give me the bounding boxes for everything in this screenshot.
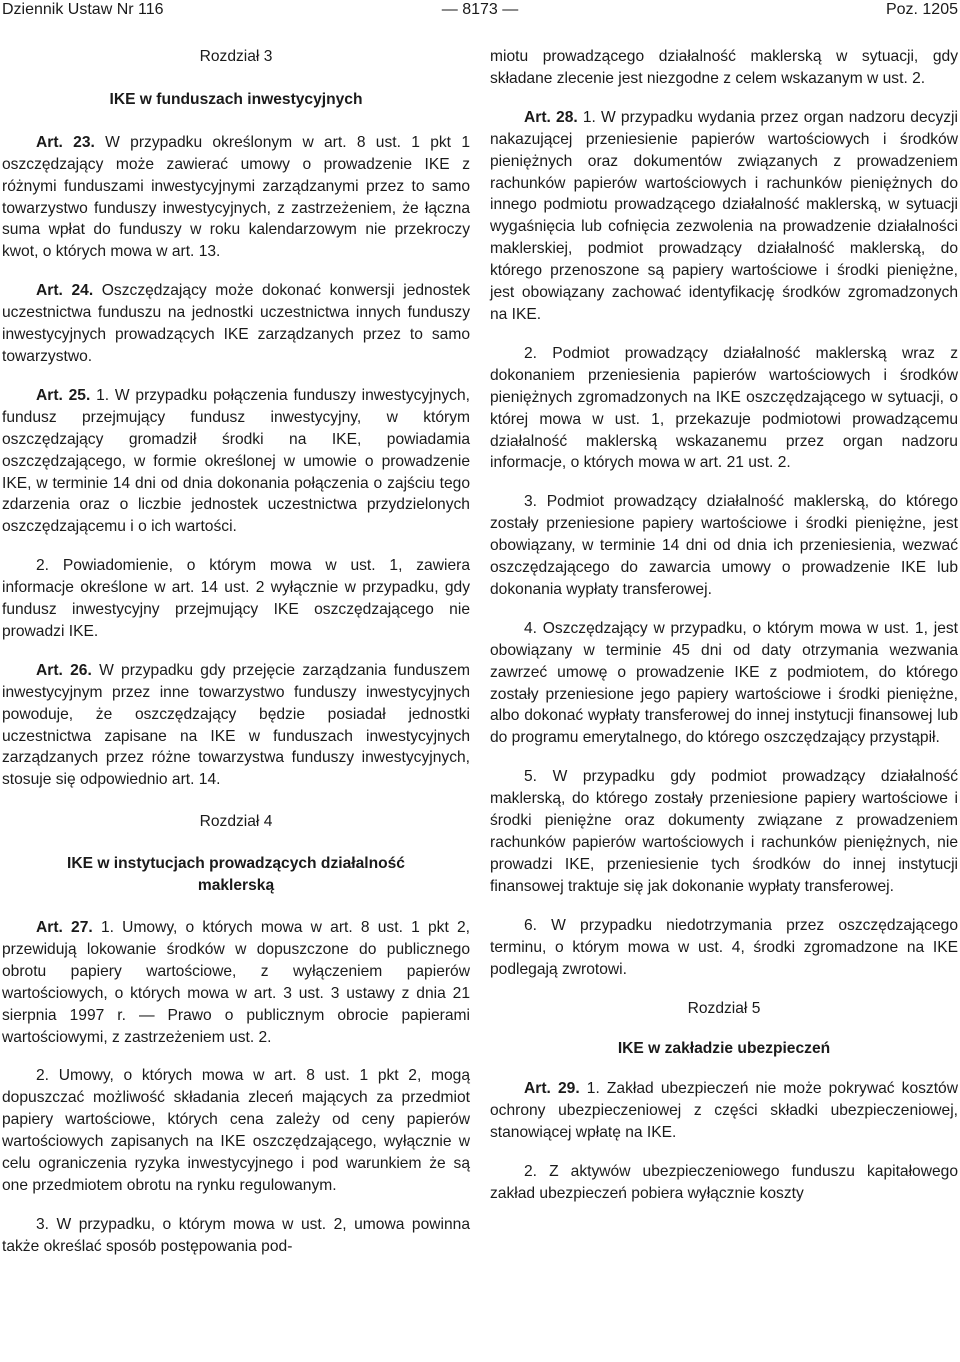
left-column — [2, 46, 470, 1258]
article-23-text: W przypadku określonym w art. 8 ust. 1 pkt 1 oszczędzający może zawierać umowy o prowadzenie IKE z różnymi funduszami inwestycyjnymi zarządzanymi przez to samo towarzystwo funduszy inwestycyjnych, z zastrzeżeniem, że łączna suma wpłat do funduszy w roku kalendarzowym nie przekroczy kwot, o których mowa w art. 13. — [2, 133, 470, 261]
article-26-heading: Art. 26. — [36, 661, 92, 679]
article-29 — [490, 1078, 958, 1144]
article-28-para-6: 6. W przypadku niedotrzymania przez oszczędzającego terminu, o którym mowa w ust. 4, środki zgromadzone na IKE podlegają zwrotowi. — [490, 916, 958, 978]
article-28-para-3: 3. Podmiot prowadzący działalność maklerską, do którego zostały przeniesione papiery wartościowe i środki pieniężne, jest obowiązany, w terminie 14 dni od dnia ich przeniesienia, wezwać oszczędzającego do zawarcia umowy o prowadzenie IKE lub dokonania wypłaty transferowej. — [490, 493, 958, 598]
article-23 — [2, 132, 470, 263]
page-header — [2, 0, 958, 22]
article-24-text: Oszczędzający może dokonać konwersji jednostek uczestnictwa funduszu na jednostki uczestnictwa innych funduszy inwestycyjnych prowadzących IKE zarządzanych przez to samo towarzystwo. — [2, 282, 470, 365]
position-number: Poz. 1205 — [885, 1, 958, 18]
right-column — [490, 46, 958, 1205]
chapter-4-label: Rozdział 4 — [199, 813, 273, 831]
article-28-para-5: 5. W przypadku gdy podmiot prowadzący działalność maklerską, do którego zostały przeniesione papiery wartościowe i środki pieniężne oraz dokumenty związane z prowadzeniem rachunków papierów wartościowych i rachunków pieniężnych, nie prowadzi IKE, przeniesienie tych środków do innej instytucji finansowej traktuje się jak dokonanie wypłaty transferowej. — [490, 768, 958, 895]
article-28-text: 1. W przypadku wydania przez organ nadzoru decyzji nakazującej przeniesienie papierów wartościowych i środków pieniężnych oraz dokumentów związanych z prowadzeniem rachunków papierów wartościowych i rachunków pieniężnych do innego podmiotu prowadzącego działalność maklerską, w sytuacji wygaśnięcia lub cofnięcia zezwolenia na prowadzenie działalności maklerskiej, podmiot prowadzący działalność maklerską, do którego przenoszone są papiery wartościowe i środki pieniężne, jest obowiązany zachować identyfikację środków zgromadzonych na IKE. — [490, 108, 958, 323]
article-28 — [490, 107, 958, 326]
article-24-heading: Art. 24. — [36, 282, 94, 300]
article-27-text: 1. Umowy, o których mowa w art. 8 ust. 1 pkt 2, przewidują lokowanie środków w dopuszczone do publicznego obrotu papiery wartościowe, z wyłączeniem papierów wartościowych, o których mowa w art. 3 ust. 3 ustawy z dnia 21 sierpnia 1997 r. — Prawo o publicznym obrocie papierami wartościowymi, z zastrzeżeniem ust. 2. — [2, 919, 470, 1046]
chapter-3-label: Rozdział 3 — [199, 48, 273, 65]
article-29-text: 1. Zakład ubezpieczeń nie może pokrywać kosztów ochrony ubezpieczeniowej z części składki ubezpieczeniowej, stanowiącej wpłatę na IKE. — [490, 1080, 958, 1142]
article-27-heading: Art. 27. — [36, 919, 93, 936]
chapter-4-title: IKE w instytucjach prowadzących działalność maklerską — [67, 855, 405, 895]
article-28-para-4: 4. Oszczędzający w przypadku, o którym mowa w ust. 1, jest obowiązany w terminie 45 dni od daty otrzymania wezwania zawrzeć umowę o prowadzenie IKE z podmiotem, do którego zostały przeniesione jego papiery wartościowe i środki pieniężne, albo dokonać wypłaty transferowej do innej instytucji finansowej lub do programu emerytalnego, do którego oszczędzający przystąpił. — [490, 619, 958, 747]
article-27 — [2, 917, 470, 1048]
article-26 — [2, 660, 470, 791]
article-26-text: W przypadku gdy przejęcie zarządzania funduszem inwestycyjnym przez inne towarzystwo funduszy inwestycyjnych powoduje, że oszczędzający będzie posiadał jednostki uczestnictwa zapisane na IKE w funduszach inwestycyjnych zarządzanych przez różne towarzystwa funduszy inwestycyjnych, stosuje się odpowiednio art. 14. — [2, 661, 470, 789]
article-24 — [2, 280, 470, 368]
chapter-5-title: IKE w zakładzie ubezpieczeń — [617, 1040, 831, 1058]
article-29-heading: Art. 29. — [524, 1080, 580, 1098]
article-25-heading: Art. 25. — [36, 386, 91, 404]
article-25 — [2, 385, 470, 538]
chapter-5-label: Rozdział 5 — [687, 1000, 761, 1018]
article-25-para-2: 2. Powiadomienie, o którym mowa w ust. 1, zawiera informacje określone w art. 14 ust. 2 wyłącznie w przypadku, gdy fundusz inwestycyjny przejmujący IKE oszczędzającego nie prowadzi IKE. — [2, 557, 470, 640]
continuation-text: miotu prowadzącego działalność maklerską w sytuacji, gdy składane zlecenie jest niezgodne z celem wskazanym w ust. 2. — [490, 48, 958, 87]
page-number: — 8173 — — [441, 1, 519, 18]
article-25-text: 1. W przypadku połączenia funduszy inwestycyjnych, fundusz przejmujący fundusz inwestycyjny, w którym oszczędzający gromadził środki na IKE, powiadamia oszczędzającego, w formie określonej w umowie o prowadzenie IKE, w terminie 14 dni od dnia dokonania połączenia o zajściu tego zdarzenia oraz o liczbie jednostek uczestnictwa przydzielonych oszczędzającemu i o ich wartości. — [2, 386, 470, 536]
article-28-heading: Art. 28. — [524, 108, 578, 126]
article-29-para-2: 2. Z aktywów ubezpieczeniowego funduszu kapitałowego zakład ubezpieczeń pobiera wyłącznie koszty — [490, 1162, 958, 1202]
chapter-3-title: IKE w funduszach inwestycyjnych — [109, 90, 363, 108]
article-27-para-2: 2. Umowy, o których mowa w art. 8 ust. 1 pkt 2, mogą dopuszczać możliwość składania zleceń mających za przedmiot papiery wartościowe, których cena zależy od ceny papierów wartościowych zapisanych na IKE oszczędzającego, wyłącznie w celu ograniczenia ryzyka inwestycyjnego i pod warunkiem że są one przedmiotem obrotu na rynku regulowanym. — [2, 1067, 470, 1194]
article-28-para-2: 2. Podmiot prowadzący działalność maklerską wraz z dokonaniem przeniesienia papierów wartościowych i środków pieniężnych zgromadzonych na IKE oszczędzającego w sytuacji, o której mowa w ust. 1, przekazuje podmiotowi prowadzącemu działalność maklerską wskazanemu przez organ nadzoru informacje, o których mowa w art. 21 ust. 2. — [490, 344, 958, 472]
journal-title: Dziennik Ustaw Nr 116 — [2, 1, 164, 18]
article-27-para-3: 3. W przypadku, o którym mowa w ust. 2, umowa powinna także określać sposób postępowania pod- — [2, 1215, 470, 1255]
article-23-heading: Art. 23. — [36, 133, 95, 151]
